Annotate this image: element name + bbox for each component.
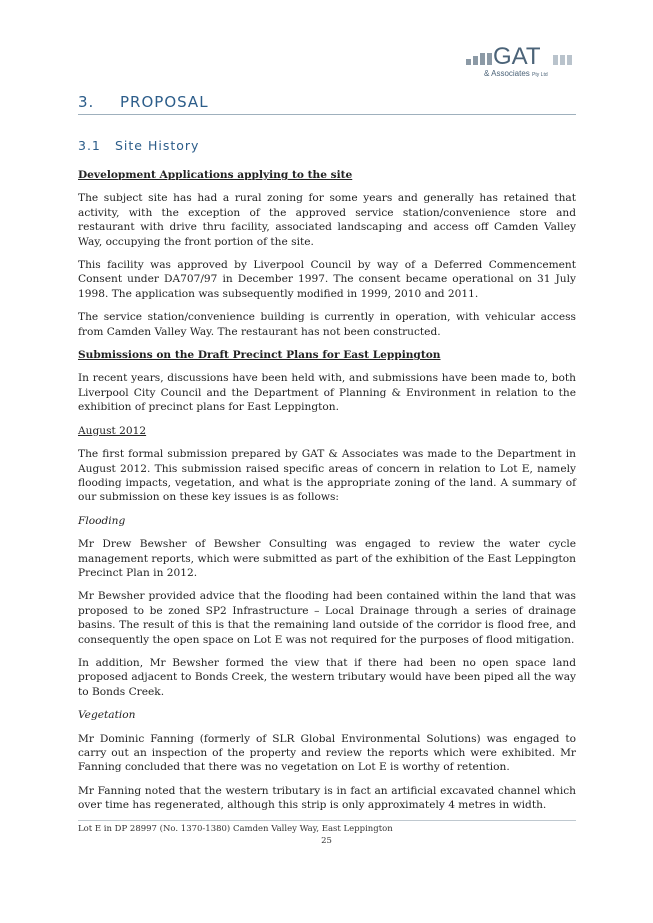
section-heading (78, 93, 576, 115)
page-number: 25 (321, 836, 332, 846)
heading-submissions: Submissions on the Draft Precinct Plans for East Leppington (78, 349, 441, 362)
paragraph: Mr Bewsher provided advice that the flooding had been contained within the land that was proposed to be zoned SP2 Infrastructure – Local Drainage through a series of drainage basins. The result of this is that the remaining land outside of the corridor is flood free, and consequently the open space on Lot E was not required for the purposes of flood mitigation. (78, 590, 576, 646)
company-logo (466, 45, 578, 85)
paragraph: Mr Drew Bewsher of Bewsher Consulting was engaged to review the water cycle management reports, which were submitted as part of the exhibition of the East Leppington Precinct Plan in 2012. (78, 538, 576, 579)
subsection-title: Site History (115, 138, 200, 153)
heading-flooding: Flooding (78, 514, 126, 527)
footer-text: Lot E in DP 28997 (No. 1370-1380) Camden Valley Way, East Leppington (78, 824, 393, 834)
subsection-heading (78, 138, 199, 153)
footer-divider (78, 820, 576, 821)
paragraph: This facility was approved by Liverpool Council by way of a Deferred Commencement Consent under DA707/97 in December 1997. The consent became operational on 31 July 1998. The application was subsequently modified in 1999, 2010 and 2011. (78, 259, 576, 300)
paragraph: Mr Fanning noted that the western tributary is in fact an artificial excavated channel which over time has regenerated, although this strip is only approximately 4 metres in width. (78, 784, 576, 812)
body-content (78, 168, 576, 822)
subsection-number: 3.1 (78, 138, 101, 153)
paragraph: In recent years, discussions have been held with, and submissions have been made to, both Liverpool City Council and the Department of Planning & Environment in relation to the exhibition of precinct plans for East Leppington. (78, 372, 576, 414)
logo-bars-right (553, 55, 572, 65)
heading-august-2012: August 2012 (78, 424, 147, 437)
logo-bars-left (466, 53, 492, 65)
logo-subtitle: & Associates Pty Ltd (484, 69, 548, 78)
section-title: PROPOSAL (120, 93, 209, 111)
paragraph: The first formal submission prepared by GAT & Associates was made to the Department in August 2012. This submission raised specific areas of concern in relation to Lot E, namely flooding impacts, vegetation, and what is the appropriate zoning of the land. A summary of our submission on these key issues is as follows: (78, 448, 576, 504)
section-number: 3. (78, 93, 95, 111)
paragraph: Mr Dominic Fanning (formerly of SLR Global Environmental Solutions) was engaged to carry out an inspection of the property and review the reports which were exhibited. Mr Fanning concluded that there was no vegetation on Lot E is worthy of retention. (78, 732, 576, 774)
heading-vegetation: Vegetation (78, 709, 136, 722)
logo-name: GAT (493, 43, 541, 70)
paragraph: The service station/convenience building is currently in operation, with vehicular access from Camden Valley Way. The restaurant has not been constructed. (78, 311, 576, 338)
paragraph: In addition, Mr Bewsher formed the view that if there had been no open space land proposed adjacent to Bonds Creek, the western tributary would have been piped all the way to Bonds Creek. (78, 656, 576, 698)
heading-development-applications: Development Applications applying to the site (78, 169, 353, 181)
paragraph: The subject site has had a rural zoning for some years and generally has retained that activity, with the exception of the approved service station/convenience store and restaurant with drive thru facility, associated landscaping and access off Camden Valley Way, occupying the front portion of the site. (78, 192, 576, 248)
